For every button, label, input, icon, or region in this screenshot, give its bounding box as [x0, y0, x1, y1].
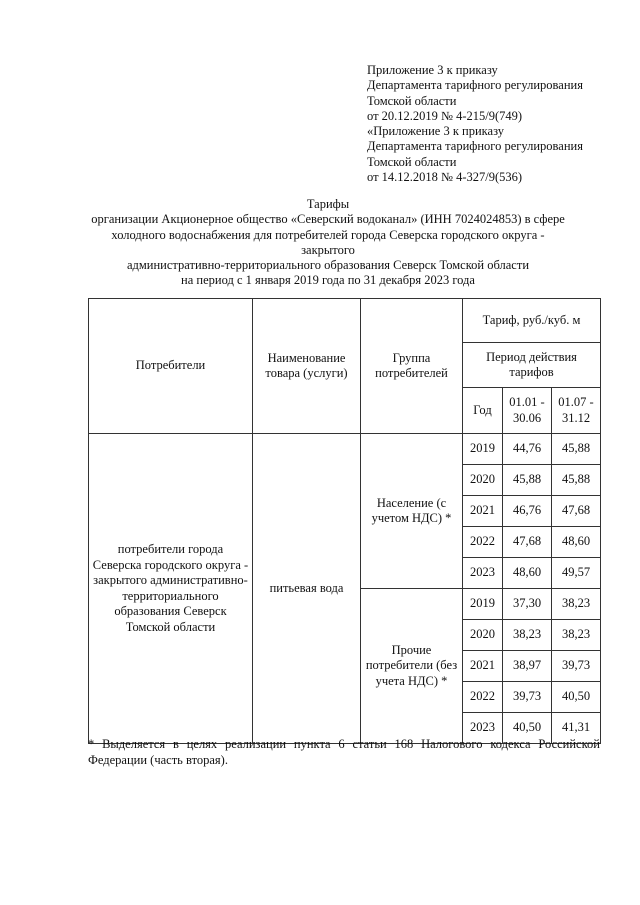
header-half2: 01.07 - 31.12 [552, 388, 601, 434]
tariff-table [88, 298, 601, 744]
footnote-line: Федерации (часть вторая). [88, 753, 228, 767]
appendix-line: Департамента тарифного регулирования [367, 139, 583, 154]
year-cell: 2020 [463, 465, 503, 496]
product-cell: питьевая вода [253, 434, 361, 744]
year-cell: 2023 [463, 558, 503, 589]
appendix-line: Приложение 3 к приказу [367, 63, 498, 77]
header-row [89, 299, 601, 343]
title-line: холодного водоснабжения для потребителей города Северска городского округа - [111, 227, 545, 242]
appendix-line: Томской области [367, 93, 457, 108]
year-cell: 2021 [463, 496, 503, 527]
tariff-h1-cell: 48,60 [503, 558, 552, 589]
tariff-h2-cell: 39,73 [552, 651, 601, 682]
tariff-h1-cell: 39,73 [503, 682, 552, 713]
title-line: на период с 1 января 2019 года по 31 декабря 2023 года [181, 273, 475, 288]
year-cell: 2020 [463, 620, 503, 651]
document-title [88, 197, 568, 289]
title-line: административно-территориального образования Северск Томской области [126, 258, 530, 273]
consumer-cell: потребители города Северска городского округа - закрытого административно-территориального образования Северск Томской области [89, 434, 253, 744]
appendix-line: от 14.12.2018 № 4-327/9(536) [367, 170, 523, 185]
tariff-h1-cell: 40,50 [503, 713, 552, 744]
tariff-h2-cell: 48,60 [552, 527, 601, 558]
year-cell: 2021 [463, 651, 503, 682]
header-half1: 01.01 - 30.06 [503, 388, 552, 434]
group-cell: Прочие потребители (без учета НДС) * [361, 589, 463, 744]
group-cell: Население (с учетом НДС) * [361, 434, 463, 589]
title-line: закрытого [301, 242, 355, 257]
tariff-h2-cell: 45,88 [552, 434, 601, 465]
header-group: Группа потребителей [361, 299, 463, 434]
tariff-h2-cell: 38,23 [552, 620, 601, 651]
tariff-h2-cell: 41,31 [552, 713, 601, 744]
header-year: Год [463, 388, 503, 434]
header-product: Наименование товара (услуги) [253, 299, 361, 434]
year-cell: 2022 [463, 682, 503, 713]
appendix-block [367, 63, 583, 185]
header-period: Период действия тарифов [463, 343, 601, 388]
appendix-line: «Приложение 3 к приказу [367, 124, 505, 139]
tariff-h2-cell: 47,68 [552, 496, 601, 527]
year-cell: 2022 [463, 527, 503, 558]
footnote-line: * Выделяется в целях реализации пункта 6 статьи 168 Налогового кодекса Российской [88, 737, 600, 751]
tariff-h1-cell: 46,76 [503, 496, 552, 527]
year-cell: 2019 [463, 589, 503, 620]
header-tariff: Тариф, руб./куб. м [463, 299, 601, 343]
header-consumers: Потребители [89, 299, 253, 434]
tariff-h1-cell: 38,97 [503, 651, 552, 682]
appendix-line: Томской области [367, 154, 457, 169]
year-cell: 2019 [463, 434, 503, 465]
tariff-h2-cell: 45,88 [552, 465, 601, 496]
tariff-h1-cell: 47,68 [503, 527, 552, 558]
tariff-h1-cell: 45,88 [503, 465, 552, 496]
tariff-h1-cell: 44,76 [503, 434, 552, 465]
tariff-h2-cell: 38,23 [552, 589, 601, 620]
tariff-h2-cell: 49,57 [552, 558, 601, 589]
footnote [88, 736, 600, 768]
year-cell: 2023 [463, 713, 503, 744]
title-line: организации Акционерное общество «Северский водоканал» (ИНН 7024024853) в сфере [91, 212, 565, 227]
appendix-line: Департамента тарифного регулирования [367, 78, 583, 93]
tariff-h2-cell: 40,50 [552, 682, 601, 713]
tariff-h1-cell: 38,23 [503, 620, 552, 651]
title-line: Тарифы [306, 197, 350, 211]
tariff-h1-cell: 37,30 [503, 589, 552, 620]
appendix-line: от 20.12.2019 № 4-215/9(749) [367, 108, 523, 123]
table-row [89, 434, 601, 465]
